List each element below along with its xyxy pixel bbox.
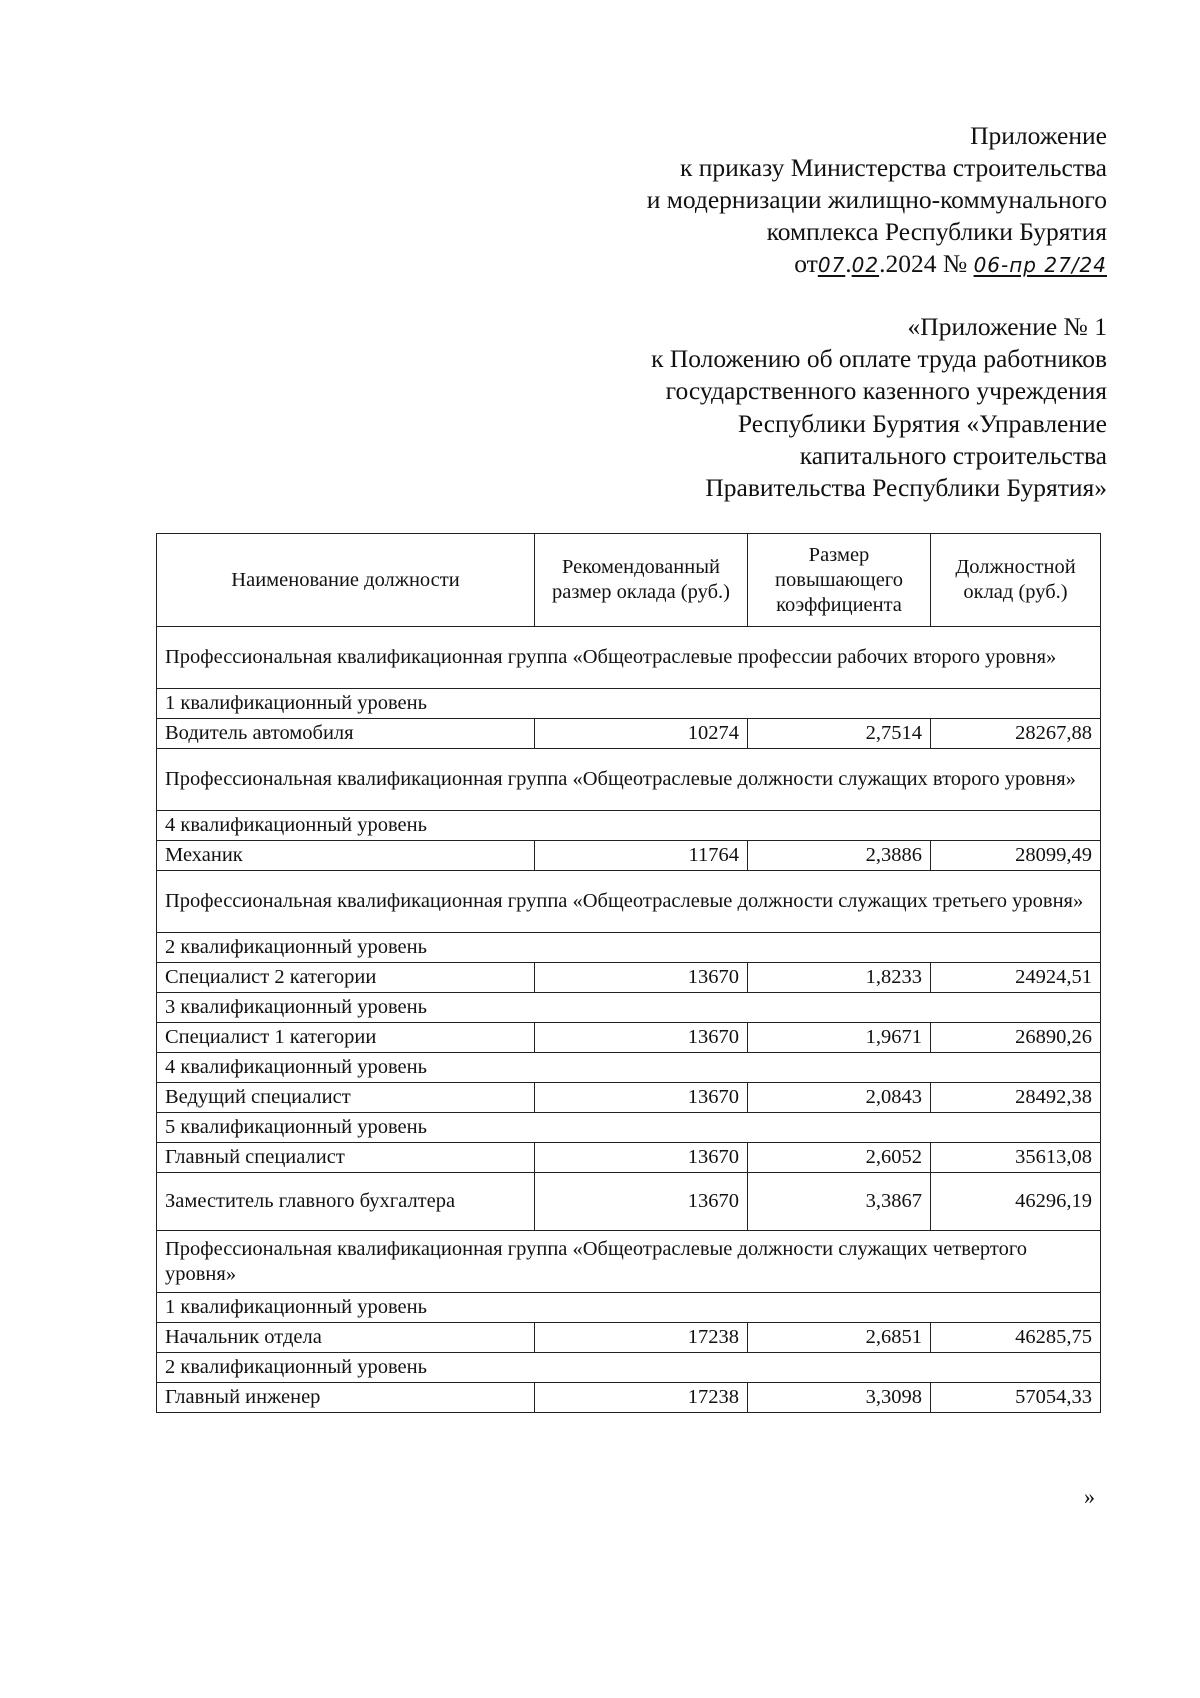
cell-position: Заместитель главного бухгалтера	[157, 1173, 535, 1231]
level-title: 5 квалификационный уровень	[157, 1113, 1101, 1143]
cell-coefficient: 2,6052	[748, 1143, 931, 1173]
annex-line: государственного казенного учреждения	[665, 376, 1107, 406]
header-base-salary: Рекомендованный размер оклада (руб.)	[535, 534, 748, 627]
cell-coefficient: 2,6851	[748, 1323, 931, 1353]
cell-coefficient: 1,8233	[748, 963, 931, 993]
cell-coefficient: 2,7514	[748, 719, 931, 749]
level-row	[157, 993, 1101, 1023]
level-row	[157, 1353, 1101, 1383]
table-header-row	[157, 534, 1101, 627]
cell-coefficient: 3,3098	[748, 1383, 931, 1413]
handwritten-month: 02	[851, 253, 880, 277]
cell-position: Ведущий специалист	[157, 1083, 535, 1113]
header-line: и модернизации жилищно-коммунального	[646, 185, 1107, 214]
cell-base-salary: 13670	[535, 1173, 748, 1231]
cell-position: Водитель автомобиля	[157, 719, 535, 749]
cell-salary: 28099,49	[931, 841, 1101, 871]
group-title: Профессиональная квалификационная группа «Общеотраслевые должности служащих второго уровня»	[157, 749, 1101, 811]
closing-quote: »	[1084, 1484, 1095, 1509]
group-row	[157, 749, 1101, 811]
cell-position: Главный специалист	[157, 1143, 535, 1173]
handwritten-day: 07	[817, 253, 846, 277]
table-row	[157, 1023, 1101, 1053]
order-date-line: от07.02.2024 № 06-пр 27/24	[794, 249, 1107, 278]
header-title: Приложение	[970, 121, 1107, 150]
cell-base-salary: 10274	[535, 719, 748, 749]
cell-salary: 26890,26	[931, 1023, 1101, 1053]
level-row	[157, 689, 1101, 719]
level-title: 1 квалификационный уровень	[157, 1293, 1101, 1323]
annex-line: Правительства Республики Бурятия»	[705, 473, 1107, 503]
table-row	[157, 1143, 1101, 1173]
level-title: 3 квалификационный уровень	[157, 993, 1101, 1023]
table-row	[157, 1083, 1101, 1113]
cell-salary: 57054,33	[931, 1383, 1101, 1413]
cell-base-salary: 13670	[535, 1023, 748, 1053]
cell-position: Начальник отдела	[157, 1323, 535, 1353]
group-title: Профессиональная квалификационная группа «Общеотраслевые профессии рабочих второго уровня»	[157, 627, 1101, 689]
group-title: Профессиональная квалификационная группа «Общеотраслевые должности служащих четвертого уровня»	[157, 1231, 1101, 1293]
cell-salary: 28267,88	[931, 719, 1101, 749]
table-row	[157, 1383, 1101, 1413]
cell-base-salary: 11764	[535, 841, 748, 871]
level-title: 1 квалификационный уровень	[157, 689, 1101, 719]
level-title: 4 квалификационный уровень	[157, 1053, 1101, 1083]
cell-base-salary: 13670	[535, 1083, 748, 1113]
cell-coefficient: 2,3886	[748, 841, 931, 871]
annex-line: Республики Бурятия «Управление	[737, 408, 1107, 438]
group-title: Профессиональная квалификационная группа «Общеотраслевые должности служащих третьего уровня»	[157, 871, 1101, 933]
table-row	[157, 719, 1101, 749]
level-row	[157, 933, 1101, 963]
order-header	[647, 120, 1107, 281]
level-title: 2 квалификационный уровень	[157, 933, 1101, 963]
cell-position: Специалист 1 категории	[157, 1023, 535, 1053]
cell-base-salary: 13670	[535, 963, 748, 993]
salary-table	[156, 533, 1101, 1413]
cell-position: Механик	[157, 841, 535, 871]
cell-position: Главный инженер	[157, 1383, 535, 1413]
table-row	[157, 963, 1101, 993]
cell-base-salary: 17238	[535, 1383, 748, 1413]
table-row	[157, 841, 1101, 871]
header-salary: Должностной оклад (руб.)	[931, 534, 1101, 627]
level-title: 2 квалификационный уровень	[157, 1353, 1101, 1383]
header-line: комплекса Республики Бурятия	[766, 217, 1107, 246]
header-line: к приказу Министерства строительства	[679, 153, 1107, 182]
header-coefficient: Размер повышающего коэффициента	[748, 534, 931, 627]
date-prefix: от	[794, 249, 818, 278]
header-position: Наименование должности	[157, 534, 535, 627]
annex-header	[651, 311, 1107, 504]
table-row	[157, 1323, 1101, 1353]
cell-coefficient: 3,3867	[748, 1173, 931, 1231]
cell-position: Специалист 2 категории	[157, 963, 535, 993]
cell-coefficient: 1,9671	[748, 1023, 931, 1053]
level-row	[157, 1293, 1101, 1323]
cell-salary: 24924,51	[931, 963, 1101, 993]
table-row	[157, 1173, 1101, 1231]
table-body	[157, 627, 1101, 1413]
cell-salary: 46285,75	[931, 1323, 1101, 1353]
cell-salary: 35613,08	[931, 1143, 1101, 1173]
cell-salary: 46296,19	[931, 1173, 1101, 1231]
annex-line: капитального строительства	[799, 440, 1107, 470]
level-row	[157, 1053, 1101, 1083]
annex-line: «Приложение № 1	[907, 312, 1107, 341]
level-row	[157, 1113, 1101, 1143]
handwritten-order-number: 06-пр 27/24	[973, 253, 1107, 277]
cell-salary: 28492,38	[931, 1083, 1101, 1113]
group-row	[157, 871, 1101, 933]
cell-base-salary: 13670	[535, 1143, 748, 1173]
cell-base-salary: 17238	[535, 1323, 748, 1353]
year-and-number-sign: .2024 №	[879, 249, 968, 278]
group-row	[157, 1231, 1101, 1293]
level-row	[157, 811, 1101, 841]
annex-line: к Положению об оплате труда работников	[651, 344, 1107, 374]
group-row	[157, 627, 1101, 689]
level-title: 4 квалификационный уровень	[157, 811, 1101, 841]
cell-coefficient: 2,0843	[748, 1083, 931, 1113]
